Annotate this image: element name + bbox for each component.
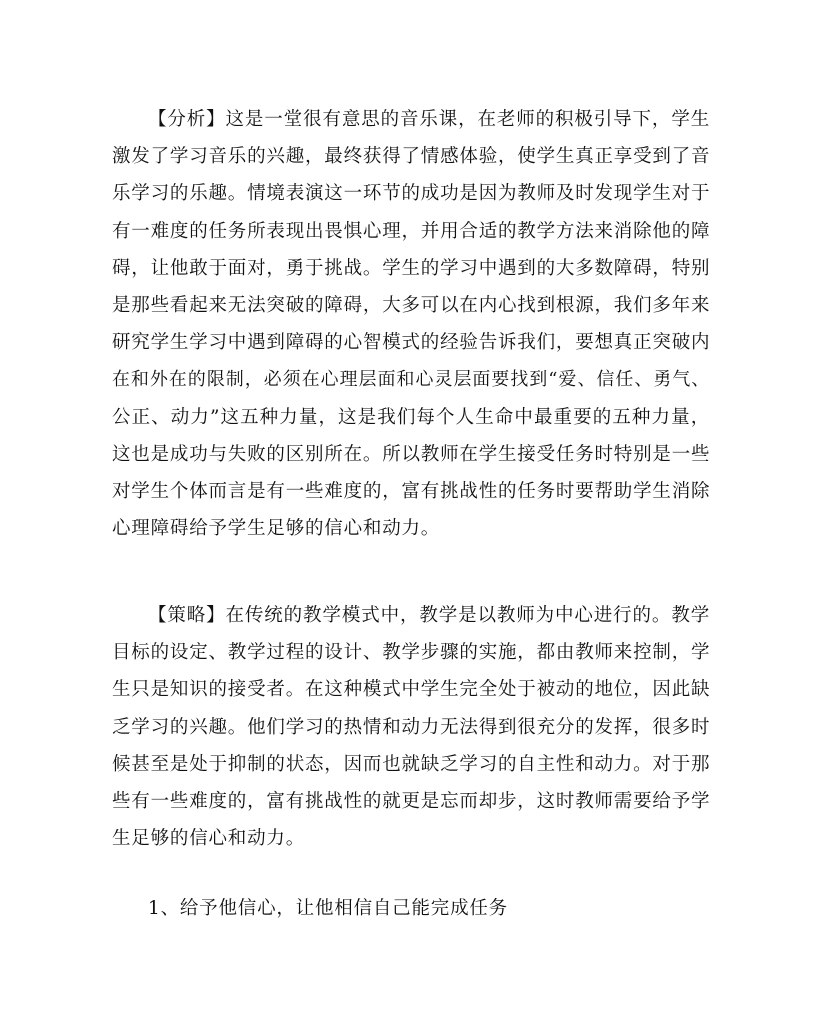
strategy-paragraph <box>112 597 710 857</box>
paragraph-line: 心理障碍给予学生足够的信心和动力。 <box>112 518 441 540</box>
paragraph-line: 生只是知识的接受者。在这种模式中学生完全处于被动的地位，因此缺 <box>112 679 711 701</box>
paragraph-line: 目标的设定、教学过程的设计、教学步骤的实施，都由教师来控制，学 <box>112 642 711 664</box>
paragraph-line: 【策略】在传统的教学模式中，教学是以教师为中心进行的。教学 <box>148 605 710 626</box>
paragraph-line: 乏学习的兴趣。他们学习的热情和动力无法得到很充分的发挥，很多时 <box>112 716 711 738</box>
paragraph-line: 激发了学习音乐的兴趣，最终获得了情感体验，使学生真正享受到了音 <box>112 146 711 168</box>
paragraph-line: 些有一些难度的，富有挑战性的就更是忘而却步，这时教师需要给予学 <box>112 790 711 812</box>
paragraph-line: 【分析】这是一堂很有意思的音乐课，在老师的积极引导下，学生 <box>148 109 710 130</box>
paragraph-line: 候甚至是处于抑制的状态，因而也就缺乏学习的自主性和动力。对于那 <box>112 753 711 775</box>
paragraph-line: 乐学习的乐趣。情境表演这一环节的成功是因为教师及时发现学生对于 <box>112 183 711 205</box>
paragraph-line: 是那些看起来无法突破的障碍，大多可以在内心找到根源，我们多年来 <box>112 294 711 316</box>
paragraph-line: 在和外在的限制，必须在心理层面和心灵层面要找到“爱、信任、勇气、 <box>112 369 710 391</box>
paragraph-line: 这也是成功与失败的区别所在。所以教师在学生接受任务时特别是一些 <box>112 443 711 465</box>
paragraph-line: 碍，让他敢于面对，勇于挑战。学生的学习中遇到的大多数障碍，特别 <box>112 257 711 279</box>
paragraph-line: 公正、动力”这五种力量，这是我们每个人生命中最重要的五种力量， <box>112 406 710 428</box>
paragraph-line: 生足够的信心和动力。 <box>112 828 306 850</box>
paragraph-line: 有一难度的任务所表现出畏惧心理，并用合适的教学方法来消除他的障 <box>112 220 711 242</box>
paragraph-line: 研究学生学习中遇到障碍的心智模式的经验告诉我们，要想真正突破内 <box>112 332 711 354</box>
paragraph-line: 对学生个体而言是有一些难度的，富有挑战性的任务时要帮助学生消除 <box>112 480 711 502</box>
section-subheading: 1、给予他信心，让他相信自己能完成任务 <box>148 898 508 919</box>
analysis-paragraph <box>112 101 710 547</box>
